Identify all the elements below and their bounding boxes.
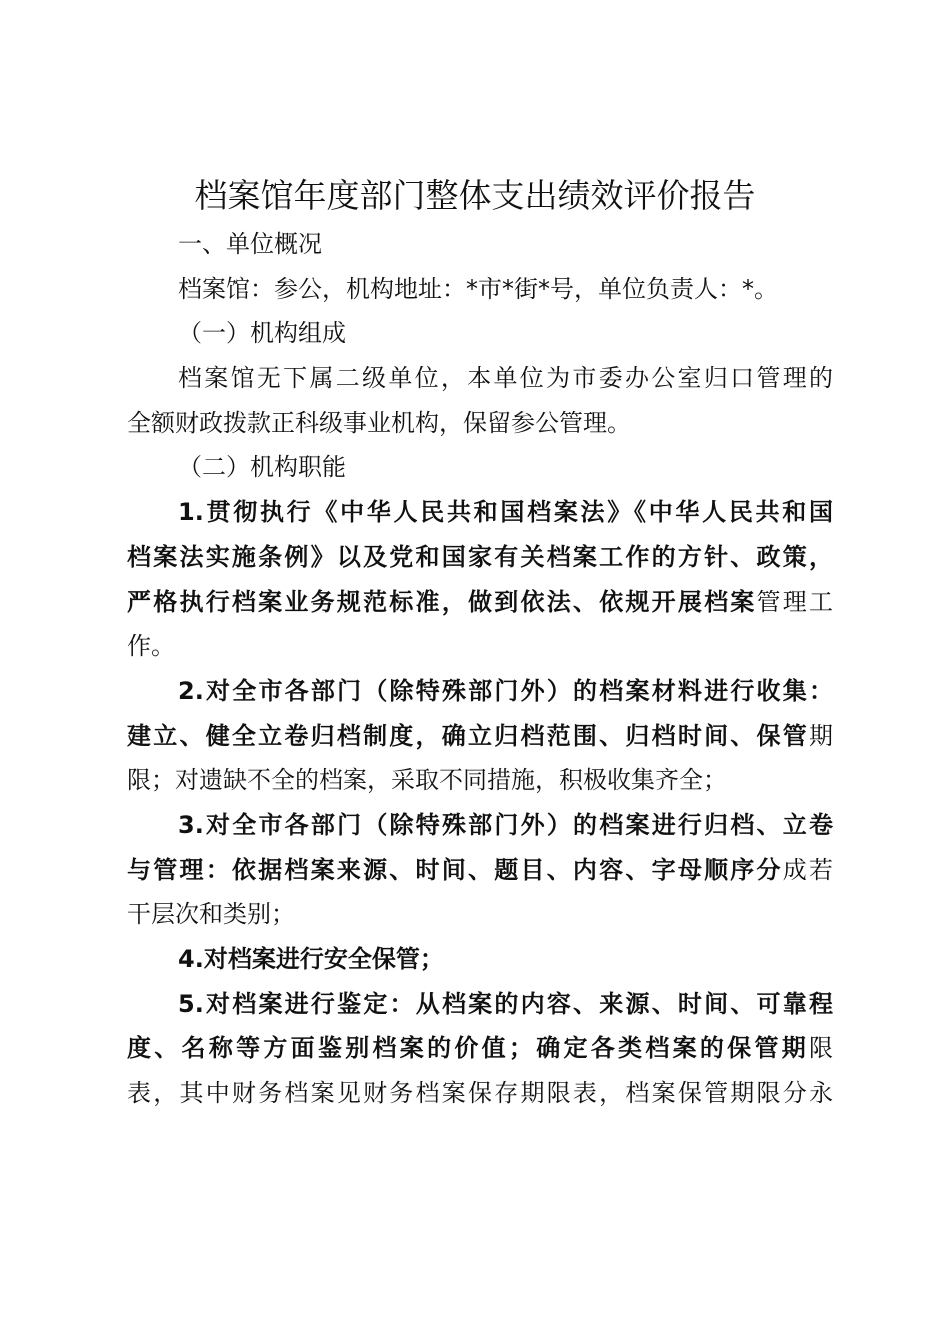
subsection-heading [127, 445, 833, 490]
paragraph-line [127, 356, 833, 401]
paragraph-line [127, 580, 833, 625]
paragraph-line [127, 937, 833, 982]
document-title: 档案馆年度部门整体支出绩效评价报告 [194, 176, 756, 215]
text-run: （二）机构职能 [178, 453, 346, 482]
paragraph-line [127, 758, 833, 803]
paragraph-line [127, 714, 833, 759]
paragraph-line [127, 892, 833, 937]
paragraph-line [127, 982, 833, 1027]
text-run: 成若 [782, 855, 834, 884]
paragraph-line [127, 1026, 833, 1071]
document-body [127, 222, 833, 1116]
bold-run: 建立、健全立卷归档制度，确立归档范围、归档时间、保管 [127, 721, 809, 750]
text-run: 干层次和类别； [127, 900, 295, 929]
text-run: 管理工 [756, 587, 834, 616]
bold-run: 档案法实施条例》以及党和国家有关档案工作的方针、政策， [127, 542, 833, 571]
bold-run: 严格执行档案业务规范标准，做到依法、依规开展档案 [127, 587, 757, 616]
text-run: 档案馆无下属二级单位，本单位为市委办公室归口管理的 [178, 364, 833, 393]
text-run: （一）机构组成 [178, 319, 346, 348]
paragraph-line [127, 803, 833, 848]
text-run: 表，其中财务档案见财务档案保存期限表，档案保管期限分永 [127, 1079, 833, 1108]
text-run: 期 [809, 721, 833, 750]
subsection-heading [127, 311, 833, 356]
paragraph-line [127, 669, 833, 714]
text-run: 限；对遗缺不全的档案，采取不同措施，积极收集齐全； [127, 766, 727, 795]
text-run: 全额财政拨款正科级事业机构，保留参公管理。 [127, 408, 631, 437]
paragraph-line [127, 490, 833, 535]
bold-run: 3.对全市各部门（除特殊部门外）的档案进行归档、立卷 [178, 810, 833, 839]
text-run: 作。 [127, 632, 175, 661]
bold-run: 2.对全市各部门（除特殊部门外）的档案材料进行收集： [178, 676, 833, 705]
paragraph-line [127, 267, 833, 312]
paragraph-line [127, 624, 833, 669]
bold-run: 4.对档案进行安全保管； [178, 945, 444, 973]
text-run: 档案馆：参公，机构地址：*市*街*号，单位负责人：*。 [178, 274, 778, 303]
paragraph-line [127, 848, 833, 893]
text-run: 一、单位概况 [178, 230, 322, 258]
text-run: 限 [809, 1034, 833, 1063]
paragraph-line [127, 401, 833, 446]
paragraph-line [127, 1071, 833, 1116]
bold-run: 与管理：依据档案来源、时间、题目、内容、字母顺序分 [127, 855, 783, 884]
bold-run: 度、名称等方面鉴别档案的价值；确定各类档案的保管期 [127, 1034, 809, 1063]
bold-run: 5.对档案进行鉴定：从档案的内容、来源、时间、可靠程 [178, 989, 833, 1018]
paragraph-line [127, 535, 833, 580]
section-heading [127, 222, 833, 267]
bold-run: 1.贯彻执行《中华人民共和国档案法》《中华人民共和国 [178, 498, 833, 527]
